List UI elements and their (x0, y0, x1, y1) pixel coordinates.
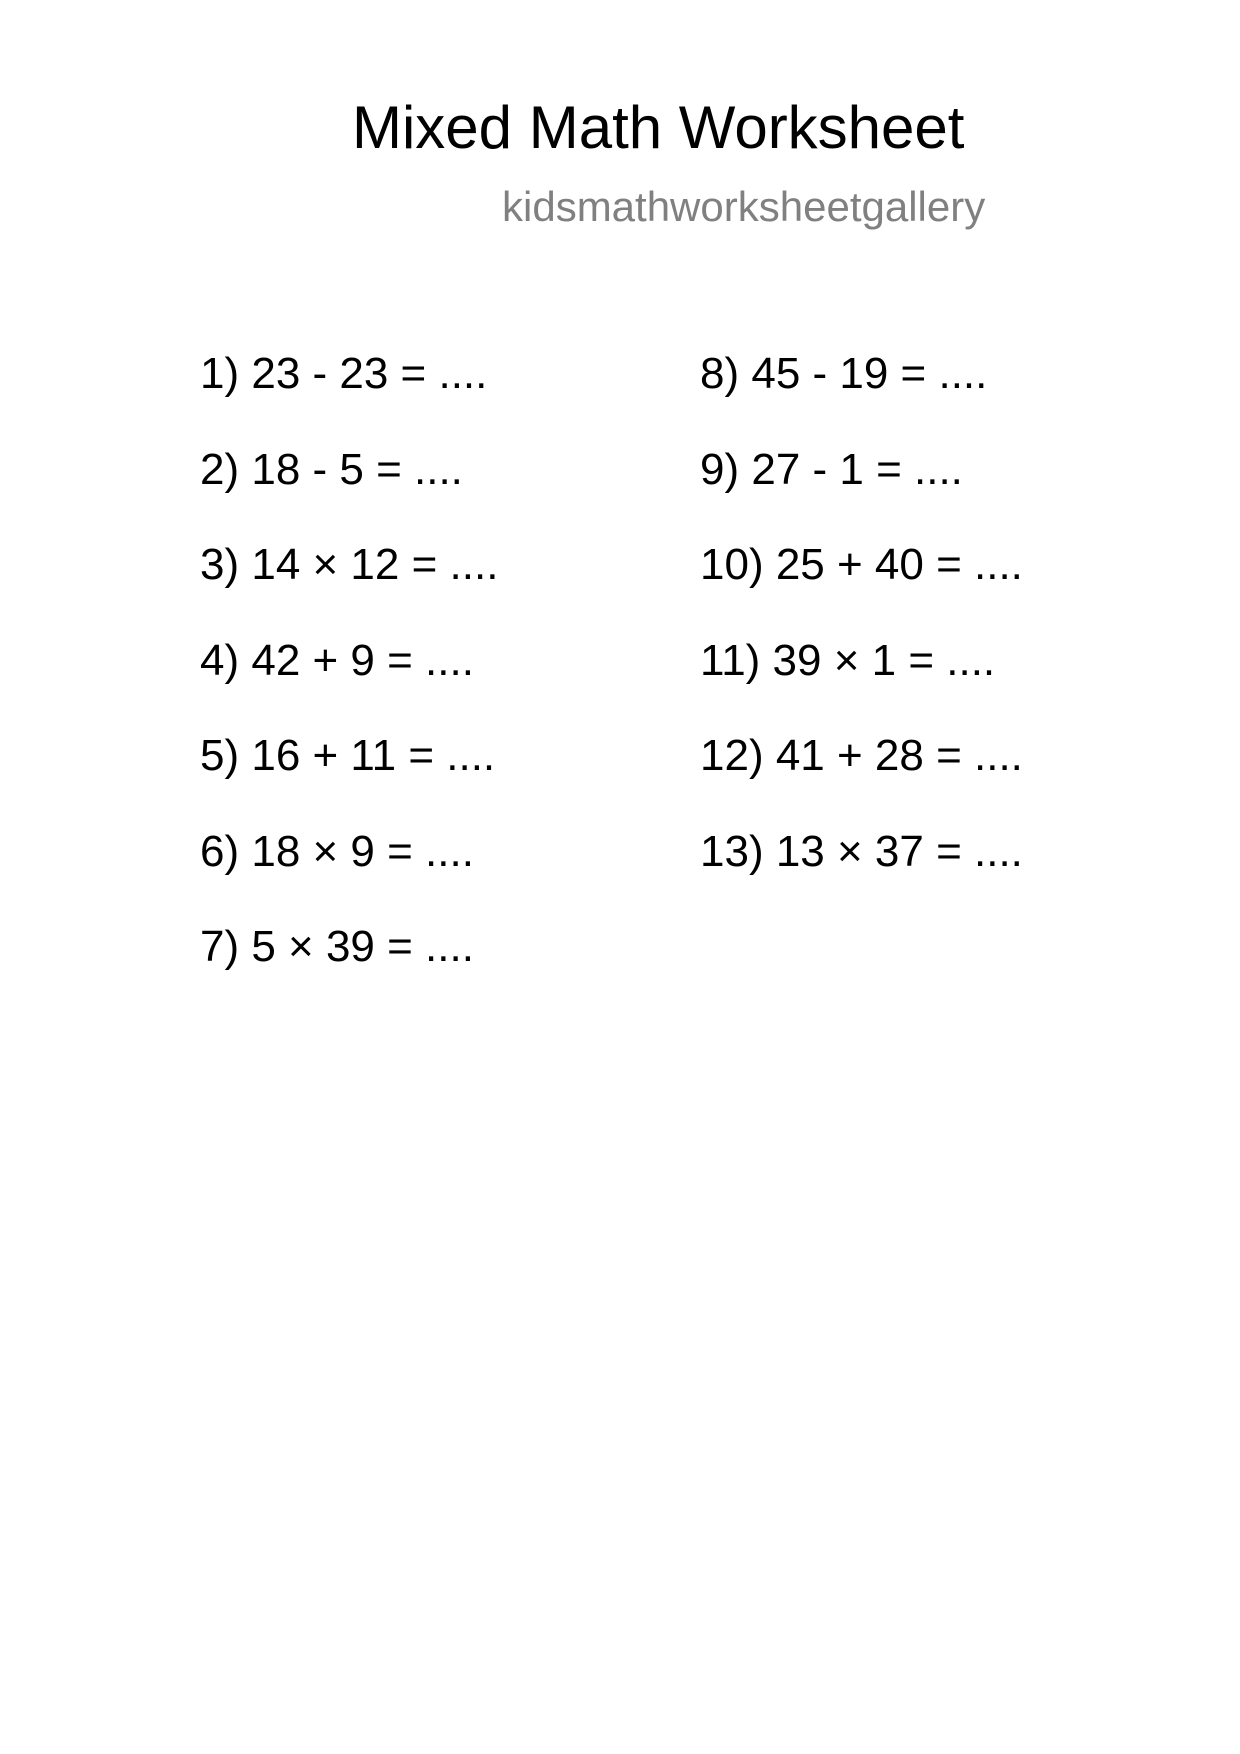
page-title: Mixed Math Worksheet (352, 94, 965, 161)
problem-6: 6) 18 × 9 = .... (200, 826, 474, 876)
page-subtitle: kidsmathworksheetgallery (502, 183, 986, 230)
problem-1: 1) 23 - 23 = .... (200, 349, 488, 398)
problem-column-right (700, 349, 1023, 925)
problem-10: 10) 25 + 40 = .... (700, 540, 1023, 589)
problem-4: 4) 42 + 9 = .... (200, 635, 474, 685)
problem-13: 13) 13 × 37 = .... (700, 826, 1023, 876)
problem-9: 9) 27 - 1 = .... (700, 444, 963, 494)
problem-11: 11) 39 × 1 = .... (700, 635, 996, 685)
problem-5: 5) 16 + 11 = .... (200, 731, 496, 780)
problem-column-left (200, 349, 499, 1021)
problem-2: 2) 18 - 5 = .... (200, 444, 463, 494)
problem-7: 7) 5 × 39 = .... (200, 922, 474, 971)
problem-3: 3) 14 × 12 = .... (200, 540, 499, 589)
problem-12: 12) 41 + 28 = .... (700, 731, 1023, 780)
problem-8: 8) 45 - 19 = .... (700, 349, 988, 398)
